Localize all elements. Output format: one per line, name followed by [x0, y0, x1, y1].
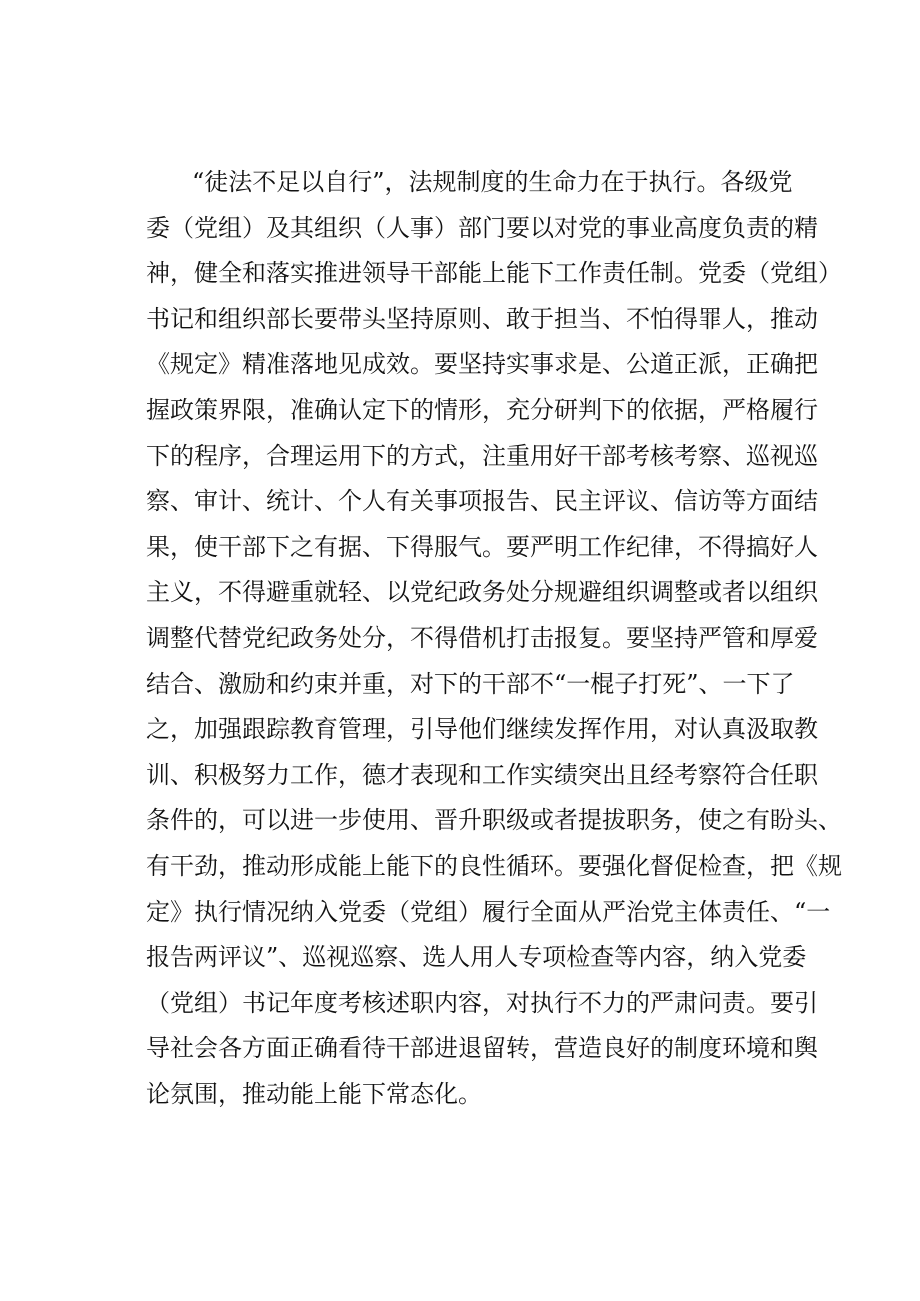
paragraph-line: 有干劲，推动形成能上能下的良性循环。要强化督促检查，把《规 [146, 851, 842, 880]
paragraph-line: 报告两评议”、巡视巡察、选人用人专项检查等内容，纳入党委 [146, 943, 807, 972]
paragraph-line: 之，加强跟踪教育管理，引导他们继续发挥作用，对认真汲取教 [146, 715, 818, 744]
paragraph-line: 握政策界限，准确认定下的情形，充分研判下的依据，严格履行 [146, 395, 818, 424]
paragraph-line: 定》执行情况纳入党委（党组）履行全面从严治党主体责任、“一 [146, 897, 831, 926]
paragraph-line: （党组）书记年度考核述职内容，对执行不力的严肃问责。要引 [146, 988, 818, 1017]
paragraph-line: 导社会各方面正确看待干部进退留转，营造良好的制度环境和舆 [146, 1034, 818, 1063]
paragraph-line: 神，健全和落实推进领导干部能上能下工作责任制。党委（党组） [146, 259, 842, 288]
paragraph-line: 训、积极努力工作，德才表现和工作实绩突出且经考察符合任职 [146, 760, 818, 789]
paragraph-line: 《规定》精准落地见成效。要坚持实事求是、公道正派，正确把 [146, 350, 818, 379]
paragraph-line: 主义，不得避重就轻、以党纪政务处分规避组织调整或者以组织 [146, 578, 818, 607]
paragraph-line: 下的程序，合理运用下的方式，注重用好干部考核考察、巡视巡 [146, 441, 818, 470]
paragraph-line: 果，使干部下之有据、下得服气。要严明工作纪律，不得搞好人 [146, 532, 818, 561]
paragraph-line: “徒法不足以自行”，法规制度的生命力在于执行。各级党 [192, 168, 793, 196]
paragraph-line: 察、审计、统计、个人有关事项报告、民主评议、信访等方面结 [146, 487, 818, 516]
body-paragraph [146, 160, 842, 1117]
paragraph-line: 论氛围，推动能上能下常态化。 [146, 1079, 482, 1108]
paragraph-line: 调整代替党纪政务处分，不得借机打击报复。要坚持严管和厚爱 [146, 623, 818, 652]
paragraph-line: 书记和组织部长要带头坚持原则、敢于担当、不怕得罪人，推动 [146, 304, 818, 333]
paragraph-line: 结合、激励和约束并重，对下的干部不“一棍子打死”、一下了 [146, 669, 795, 698]
paragraph-line: 委（党组）及其组织（人事）部门要以对党的事业高度负责的精 [146, 213, 818, 242]
paragraph-line: 条件的，可以进一步使用、晋升职级或者提拔职务，使之有盼头、 [146, 806, 842, 835]
